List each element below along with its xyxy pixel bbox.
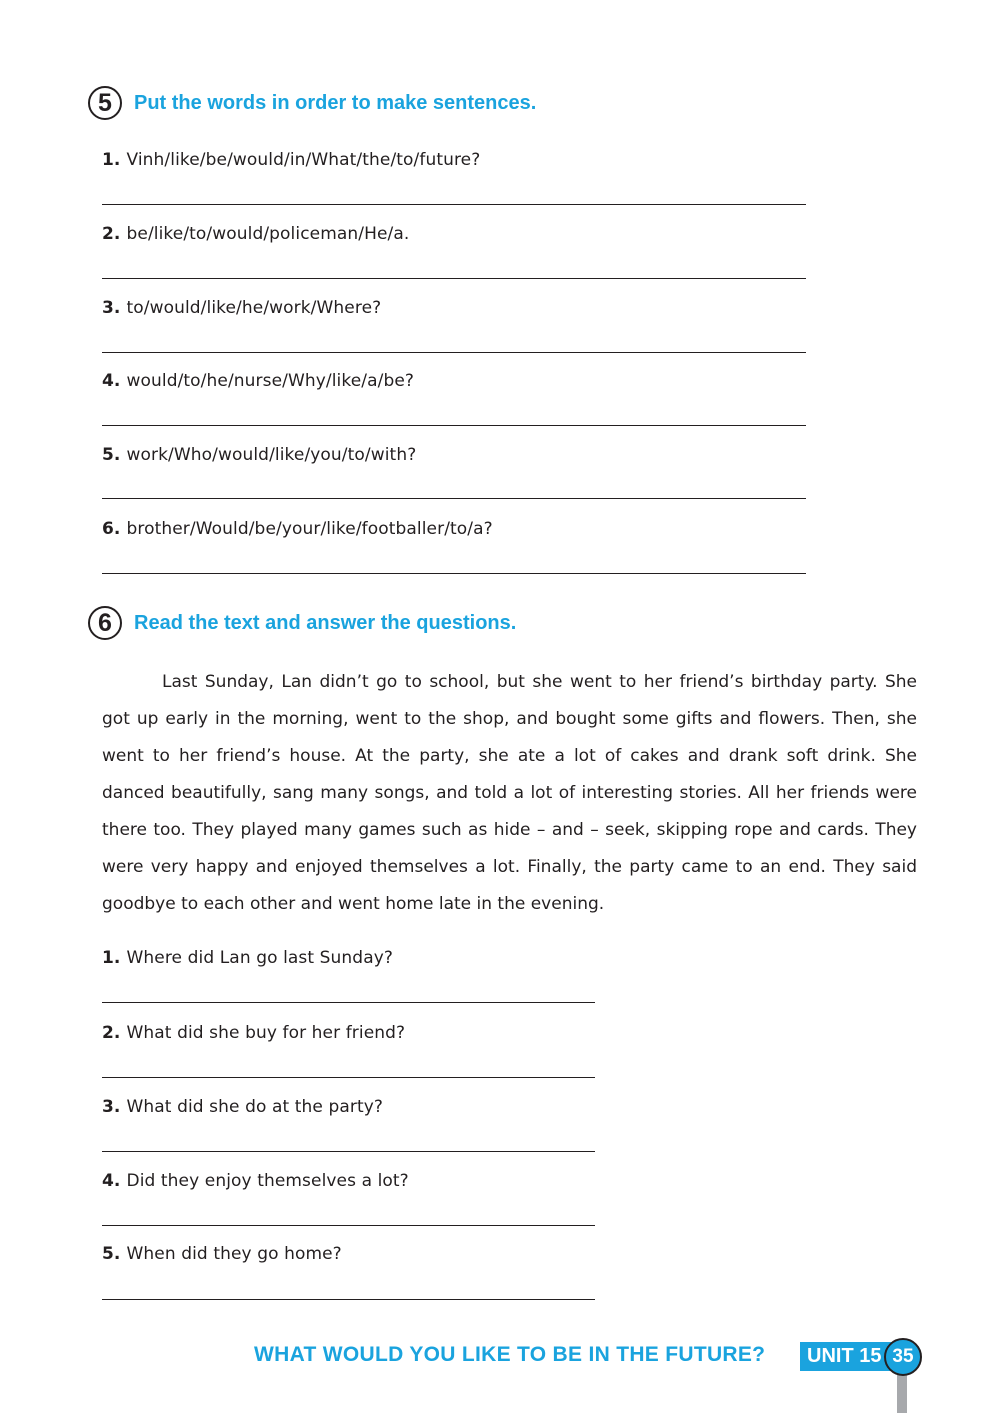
item-text: work/Who/would/like/you/to/with? <box>126 445 417 465</box>
question-text: Did they enjoy themselves a lot? <box>126 1171 409 1191</box>
question-number: 4. <box>102 1171 121 1191</box>
item-number: 6. <box>102 519 121 539</box>
question-number: 5. <box>102 1244 121 1264</box>
item-number: 1. <box>102 150 121 170</box>
question-number: 1. <box>102 948 121 968</box>
item-text: to/would/like/he/work/Where? <box>126 298 382 318</box>
ex6-question-5 <box>102 1244 342 1264</box>
exercise-number-badge: 5 <box>88 86 122 120</box>
ex5-item-2 <box>102 224 409 244</box>
reading-passage: Last Sunday, Lan didn’t go to school, but she went to her friend’s birthday party. She got up early in the morning, went to the shop, and bought some gifts and flowers. Then, she went to her friend’s house. At the party, she ate a lot of cakes and drank soft drink. She danced beautifully, sang many songs, and told a lot of interesting stories. All her friends were there too. They played many games such as hide – and – seek, skipping rope and cards. They were very happy and enjoyed themselves a lot. Finally, the party came to an end. They said goodbye to each other and went home late in the evening. <box>102 672 917 914</box>
question-text: When did they go home? <box>126 1244 342 1264</box>
item-number: 2. <box>102 224 121 244</box>
answer-line[interactable] <box>102 1299 595 1300</box>
ex5-item-1 <box>102 150 480 170</box>
answer-line[interactable] <box>102 573 806 574</box>
answer-line[interactable] <box>102 1151 595 1152</box>
answer-line[interactable] <box>102 352 806 353</box>
exercise-6-header <box>88 606 516 640</box>
question-number: 3. <box>102 1097 121 1117</box>
ex5-item-4 <box>102 371 414 391</box>
answer-line[interactable] <box>102 425 806 426</box>
item-text: brother/Would/be/your/like/footballer/to/a? <box>126 519 493 539</box>
exercise-5-header <box>88 86 536 120</box>
page-number: 35 <box>884 1338 922 1376</box>
item-number: 4. <box>102 371 121 391</box>
ex6-question-1 <box>102 948 393 968</box>
answer-line[interactable] <box>102 498 806 499</box>
ex5-item-6 <box>102 519 493 539</box>
item-number: 5. <box>102 445 121 465</box>
answer-line[interactable] <box>102 204 806 205</box>
unit-label: UNIT 15 <box>800 1342 892 1371</box>
item-text: be/like/to/would/policeman/He/a. <box>126 224 410 244</box>
answer-line[interactable] <box>102 1225 595 1226</box>
exercise-title: Read the text and answer the questions. <box>134 611 517 634</box>
item-number: 3. <box>102 298 121 318</box>
answer-line[interactable] <box>102 1077 595 1078</box>
question-text: What did she do at the party? <box>126 1097 384 1117</box>
item-text: Vinh/like/be/would/in/What/the/to/future? <box>126 150 481 170</box>
answer-line[interactable] <box>102 278 806 279</box>
answer-line[interactable] <box>102 1002 595 1003</box>
ex6-question-2 <box>102 1023 405 1043</box>
exercise-title: Put the words in order to make sentences. <box>134 91 537 114</box>
exercise-number-badge: 6 <box>88 606 122 640</box>
ex6-question-3 <box>102 1097 383 1117</box>
question-text: What did she buy for her friend? <box>126 1023 406 1043</box>
item-text: would/to/he/nurse/Why/like/a/be? <box>126 371 415 391</box>
ex6-question-4 <box>102 1171 409 1191</box>
ex5-item-5 <box>102 445 416 465</box>
question-text: Where did Lan go last Sunday? <box>126 948 393 968</box>
footer-unit-title: WHAT WOULD YOU LIKE TO BE IN THE FUTURE? <box>254 1343 766 1366</box>
question-number: 2. <box>102 1023 121 1043</box>
ex5-item-3 <box>102 298 381 318</box>
